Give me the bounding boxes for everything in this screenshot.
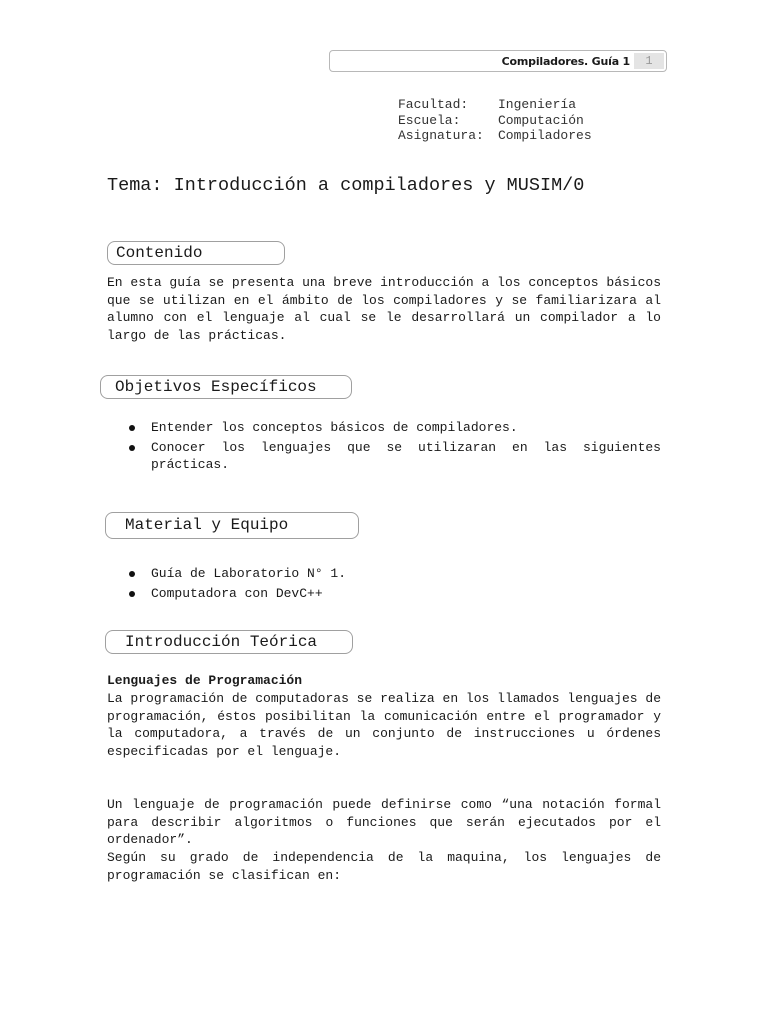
meta-row-asignatura bbox=[398, 128, 592, 144]
intro-paragraph-2: Un lenguaje de programación puede definirse como “una notación formal para describir algoritmos o funciones que serán ejecutados por el ordenador”. bbox=[107, 797, 661, 847]
section-heading-introduccion: Introducción Teórica bbox=[105, 630, 353, 654]
meta-row-escuela bbox=[398, 113, 592, 129]
running-header bbox=[329, 50, 667, 72]
header-title: Compiladores. Guía 1 bbox=[501, 55, 630, 68]
page-number: 1 bbox=[634, 53, 664, 69]
course-info bbox=[398, 97, 592, 144]
objetivos-list bbox=[128, 419, 661, 476]
list-item: Entender los conceptos básicos de compiladores. bbox=[128, 419, 661, 437]
material-list bbox=[128, 565, 661, 604]
meta-key: Facultad: bbox=[398, 97, 469, 112]
intro-paragraph-1: La programación de computadoras se realiza en los llamados lenguajes de programación, éstos posibilitan la comunicación entre el programador y la computadora, a través de un conjunto de instrucciones u órdenes especificadas por el lenguaje. bbox=[107, 691, 661, 759]
meta-key: Escuela: bbox=[398, 112, 461, 128]
list-item: Computadora con DevC++ bbox=[128, 585, 661, 603]
list-item: Conocer los lenguajes que se utilizaran en las siguientes prácticas. bbox=[128, 439, 661, 474]
meta-value: Ingeniería bbox=[498, 97, 577, 112]
meta-key: Asignatura: bbox=[398, 128, 484, 143]
meta-value: Computación bbox=[498, 112, 584, 128]
section-heading-objetivos: Objetivos Específicos bbox=[100, 375, 352, 399]
subsection-title: Lenguajes de Programación bbox=[107, 673, 303, 688]
list-item: Guía de Laboratorio N° 1. bbox=[128, 565, 661, 583]
topic-title: Tema: Introducción a compiladores y MUSIM/0 bbox=[107, 175, 585, 196]
meta-value: Compiladores bbox=[498, 128, 592, 143]
intro-paragraph-3: Según su grado de independencia de la maquina, los lenguajes de programación se clasifican en: bbox=[107, 850, 661, 883]
section-heading-material: Material y Equipo bbox=[105, 512, 359, 539]
contenido-paragraph: En esta guía se presenta una breve introducción a los conceptos básicos que se utilizan en el ámbito de los compiladores y se familiarizara al alumno con el lenguaje al cual se le desarrollará un compilador a lo largo de las prácticas. bbox=[107, 275, 661, 343]
section-heading-contenido: Contenido bbox=[107, 241, 285, 265]
meta-row-facultad bbox=[398, 97, 592, 113]
